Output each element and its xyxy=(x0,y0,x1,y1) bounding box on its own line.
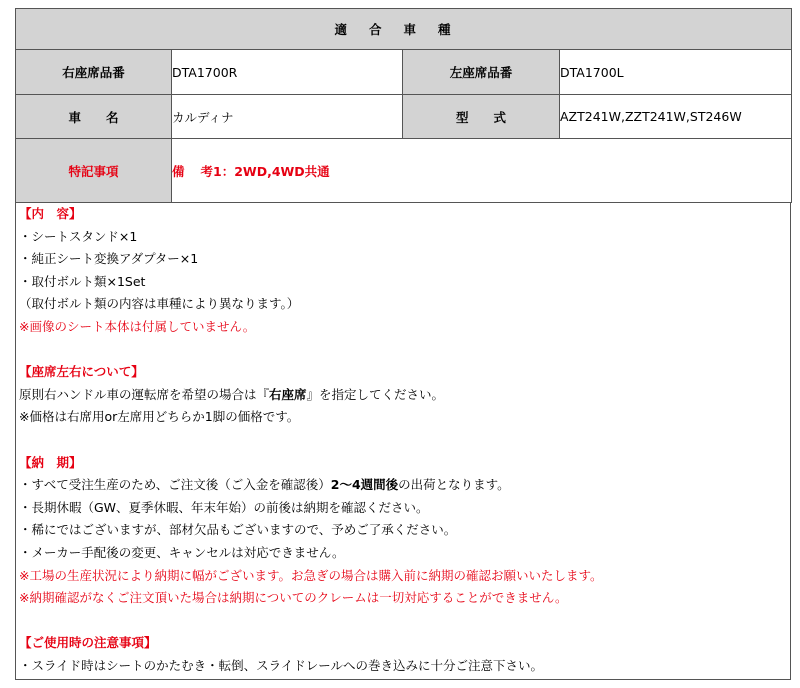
delivery-warning-1: ※工場の生産状況により納期に幅がございます。お急ぎの場合は購入前に納期の確認お願いいたします。 xyxy=(19,567,603,583)
contents-item-1: ・シートスタンド×1 xyxy=(19,228,138,244)
contents-heading: 【内 容】 xyxy=(19,206,82,221)
delivery-line-2: ・長期休暇（GW、夏季休暇、年末年始）の前後は納期を確認ください。 xyxy=(19,499,429,515)
right-seat-value: DTA1700R xyxy=(172,50,403,95)
contents-item-4: （取付ボルト類の内容は車種により異なります。） xyxy=(19,296,300,312)
right-seat-label: 右座席品番 xyxy=(16,50,172,95)
notes-label: 特記事項 xyxy=(16,139,172,203)
delivery-line-1-a: ・すべて受注生産のため、ご注文後（ご入金を確認後） xyxy=(19,477,331,493)
model-label: 型 式 xyxy=(403,95,560,139)
contents-warning: ※画像のシート本体は付属していません。 xyxy=(19,318,256,334)
notes-prefix: 備 xyxy=(172,163,185,179)
seat-side-heading: 【座席左右について】 xyxy=(19,364,144,380)
delivery-line-1-b: の出荷となります。 xyxy=(398,477,510,493)
car-name-label: 車 名 xyxy=(16,95,172,139)
page-title: 適合車種 xyxy=(16,9,792,50)
delivery-line-4: ・メーカー手配後の変更、キャンセルは対応できません。 xyxy=(19,544,345,560)
delivery-line-3: ・稀にではございますが、部材欠品もございますので、予めご了承ください。 xyxy=(19,522,457,538)
seat-side-line-2: ※価格は右席用or左席用どちらか1脚の価格です。 xyxy=(19,409,300,425)
left-seat-value: DTA1700L xyxy=(560,50,792,95)
delivery-line-1-bold: 2〜4週間後 xyxy=(330,477,399,493)
seat-side-line-1-b: 』を指定してください。 xyxy=(306,386,445,402)
contents-item-2: ・純正シート変換アダプター×1 xyxy=(19,251,199,267)
notes-text: 考1：2WD,4WD共通 xyxy=(200,163,330,179)
seat-side-line-1-bold: 右座席 xyxy=(269,386,307,402)
car-name-value: カルディナ xyxy=(172,95,403,139)
model-value: AZT241W,ZZT241W,ST246W xyxy=(560,95,792,139)
spec-table xyxy=(15,8,792,203)
contents-item-3: ・取付ボルト類×1Set xyxy=(19,273,146,289)
caution-heading: 【ご使用時の注意事項】 xyxy=(19,635,157,651)
caution-line-1: ・スライド時はシートのかたむき・転倒、スライドレールへの巻き込みに十分ご注意下さい。 xyxy=(19,657,544,673)
notes-value xyxy=(172,139,792,203)
delivery-heading: 【納 期】 xyxy=(19,454,82,470)
seat-side-line-1-a: 原則右ハンドル車の運転席を希望の場合は『 xyxy=(19,386,270,402)
seat-side-line-1 xyxy=(16,384,790,407)
left-seat-label: 左座席品番 xyxy=(403,50,560,95)
description-box xyxy=(15,203,791,680)
fitment-sheet xyxy=(15,8,791,680)
delivery-warning-2: ※納期確認がなくご注文頂いた場合は納期についてのクレームは一切対応することができません。 xyxy=(19,590,568,606)
delivery-line-1 xyxy=(16,474,790,497)
